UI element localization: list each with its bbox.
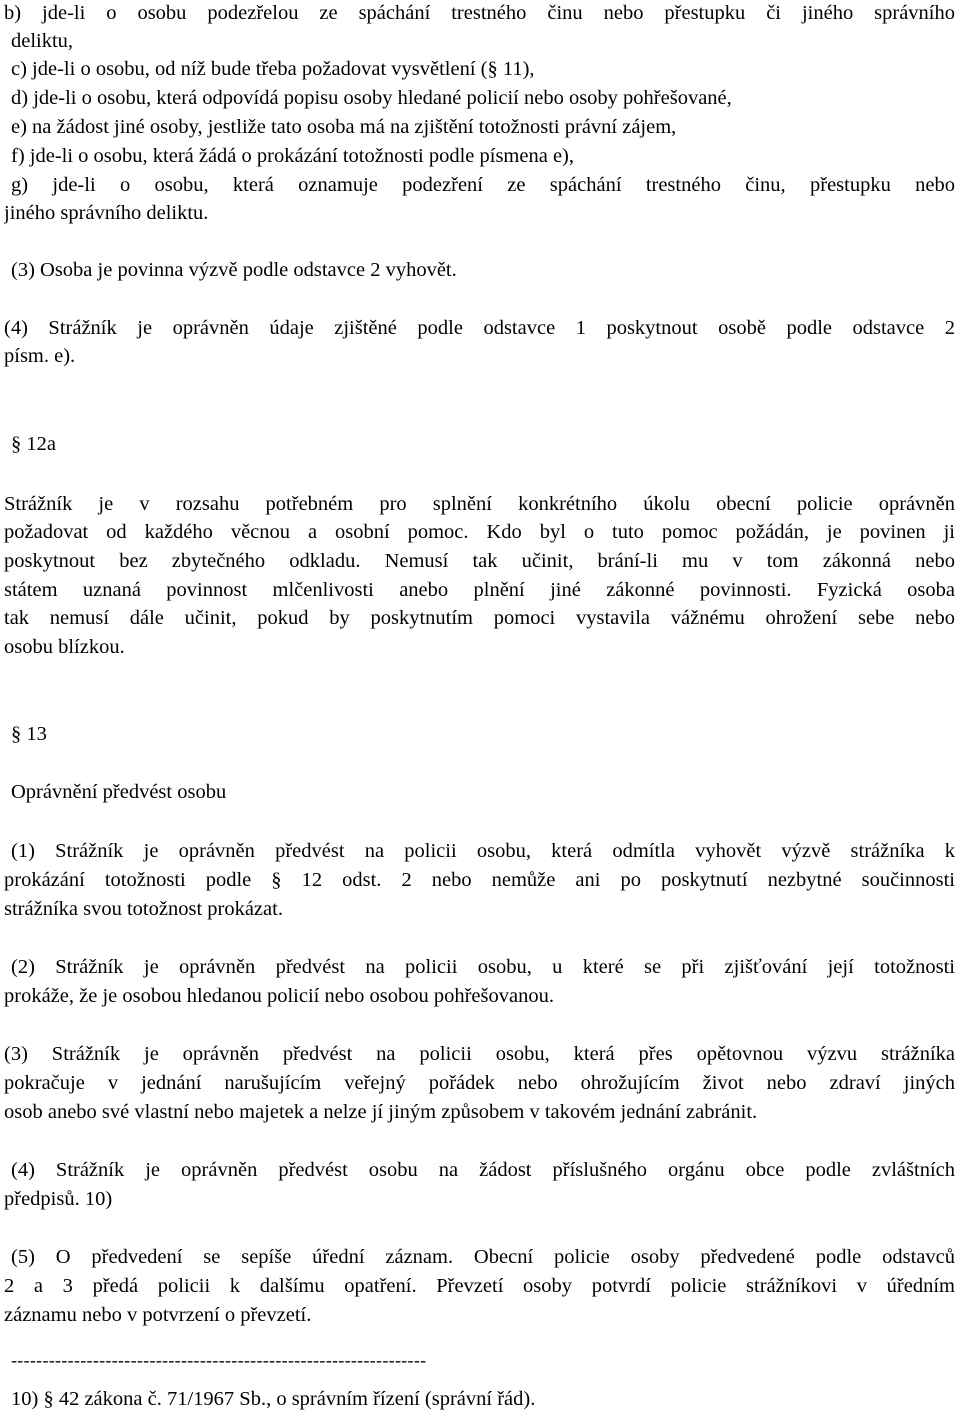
- item-d: d) jde-li o osobu, která odpovídá popisu osoby hledané policií nebo osoby pohřešované,: [11, 87, 732, 109]
- paragraph-4-line-1: (4) Strážník je oprávněn údaje zjištěné podle odstavce 1 poskytnout osobě podle odstavce 2: [4, 317, 955, 339]
- footnote-rule: ------------------------------------------------------------------: [11, 1350, 427, 1370]
- section-13-p1-line-2: prokázání totožnosti podle § 12 odst. 2 nebo nemůže ani po poskytnutí nezbytné součinnosti: [4, 869, 955, 891]
- section-13-p3-line-1: (3) Strážník je oprávněn předvést na policii osobu, která přes opětovnou výzvu strážníka: [4, 1043, 955, 1065]
- item-f: f) jde-li o osobu, která žádá o prokázání totožnosti podle písmena e),: [11, 145, 574, 167]
- item-b-line-1: b) jde-li o osobu podezřelou ze spáchání trestného činu nebo přestupku či jiného správního: [4, 2, 955, 24]
- section-13-heading: § 13: [11, 723, 47, 745]
- section-12a-line-3: poskytnout bez zbytečného odkladu. Nemusí tak učinit, brání-li mu v tom zákonná nebo: [4, 550, 955, 572]
- section-13-p5-line-1: (5) O předvedení se sepíše úřední záznam. Obecní policie osoby předvedené podle odstavců: [11, 1246, 955, 1268]
- section-13-title: Oprávnění předvést osobu: [11, 781, 227, 803]
- section-12a-line-1: Strážník je v rozsahu potřebném pro splnění konkrétního úkolu obecní policie oprávněn: [4, 493, 955, 515]
- item-b-line-2: deliktu,: [11, 30, 74, 52]
- item-g-line-2: jiného správního deliktu.: [4, 202, 209, 224]
- section-13-p2-line-2: prokáže, že je osobou hledanou policií nebo osobou pohřešovanou.: [4, 985, 554, 1007]
- item-c: c) jde-li o osobu, od níž bude třeba požadovat vysvětlení (§ 11),: [11, 58, 535, 80]
- section-13-p5-line-3: záznamu nebo v potvrzení o převzetí.: [4, 1304, 312, 1326]
- section-13-p3-line-3: osob anebo své vlastní nebo majetek a nelze jí jiným způsobem v takovém jednání zabránit.: [4, 1101, 758, 1123]
- section-12a-heading: § 12a: [11, 433, 56, 455]
- footnote-text: 10) § 42 zákona č. 71/1967 Sb., o správním řízení (správní řád).: [11, 1388, 536, 1410]
- section-12a-line-6: osobu blízkou.: [4, 636, 125, 658]
- section-13-p1-line-1: (1) Strážník je oprávněn předvést na policii osobu, která odmítla vyhovět výzvě strážníka k: [11, 840, 955, 862]
- paragraph-3: (3) Osoba je povinna výzvě podle odstavce 2 vyhovět.: [11, 259, 457, 281]
- item-e: e) na žádost jiné osoby, jestliže tato osoba má na zjištění totožnosti právní zájem,: [11, 116, 677, 138]
- section-12a-line-4: státem uznaná povinnost mlčenlivosti anebo plnění jiné zákonné povinnosti. Fyzická osoba: [4, 579, 955, 601]
- section-13-p4-line-2: předpisů. 10): [4, 1188, 113, 1210]
- section-13-p5-line-2: 2 a 3 předá policii k dalšímu opatření. Převzetí osoby potvrdí policie strážníkovi v úředním: [4, 1275, 955, 1297]
- section-13-p3-line-2: pokračuje v jednání narušujícím veřejný pořádek nebo ohrožujícím život nebo zdraví jiných: [4, 1072, 955, 1094]
- section-12a-line-2: požadovat od každého věcnou a osobní pomoc. Kdo byl o tuto pomoc požádán, je povinen ji: [4, 521, 955, 543]
- section-13-p1-line-3: strážníka svou totožnost prokázat.: [4, 898, 283, 920]
- section-12a-line-5: tak nemusí dále učinit, pokud by poskytnutím pomoci vystavila vážnému ohrožení sebe nebo: [4, 607, 955, 629]
- section-13-p4-line-1: (4) Strážník je oprávněn předvést osobu na žádost příslušného orgánu obce podle zvláštních: [11, 1159, 955, 1181]
- section-13-p2-line-1: (2) Strážník je oprávněn předvést na policii osobu, u které se při zjišťování její totožnosti: [11, 956, 955, 978]
- paragraph-4-line-2: písm. e).: [4, 345, 76, 367]
- item-g-line-1: g) jde-li o osobu, která oznamuje podezření ze spáchání trestného činu, přestupku nebo: [11, 174, 955, 196]
